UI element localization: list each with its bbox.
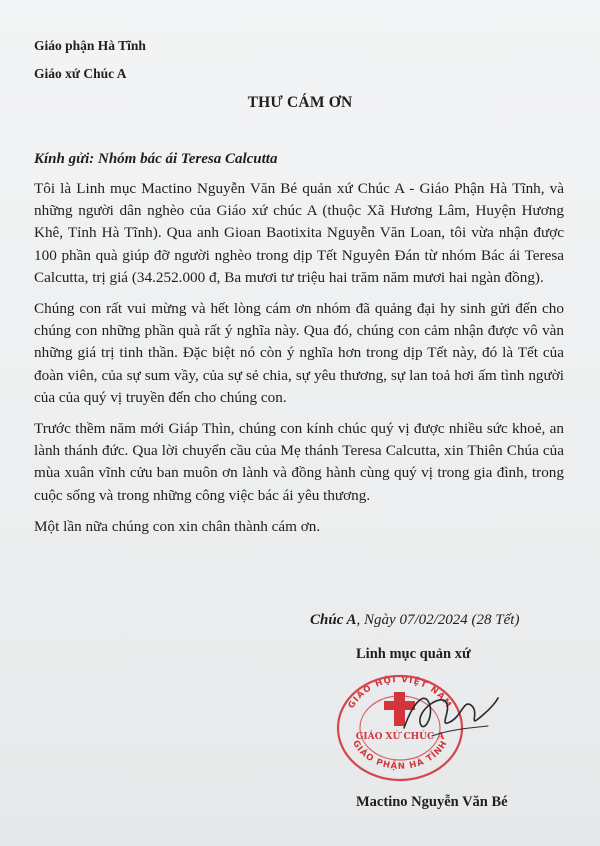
handwritten-signature xyxy=(392,676,502,756)
signer-role: Linh mục quản xứ xyxy=(356,646,471,662)
letter-title: THƯ CÁM ƠN xyxy=(247,94,353,111)
salutation: Kính gửi: Nhóm bác ái Teresa Calcutta xyxy=(34,151,278,167)
diocese-header: Giáo phận Hà Tĩnh xyxy=(34,38,146,53)
stamp-top-text: GIÁO HỘI VIỆT NAM xyxy=(346,674,454,711)
parish-header: Giáo xứ Chúc A xyxy=(34,66,127,81)
stamp-middle-text: GIÁO XỨ CHÚC A xyxy=(355,732,445,742)
stamp-bottom-text: GIÁO PHẬN HÀ TĨNH xyxy=(350,738,450,772)
paragraph-2: Chúng con rất vui mừng và hết lòng cám ơn nhóm đã quảng đại hy sinh gửi đến cho chúng con những phần quà rất ý nghĩa này. Qua đó, chúng con cảm nhận được vô vàn những giá trị tinh thần. Đặc biệt nó còn ý nghĩa hơn trong dịp Tết này, đó là Tết của đoàn viên, của sự sum vầy, của sự sẻ chia, sự yêu thương, sự lan toả hơi ấm tình người của của quý vị truyền đến cho chúng con. xyxy=(34,300,564,406)
dateline-date: , Ngày 07/02/2024 (28 Tết) xyxy=(356,612,520,628)
paragraph-1: Tôi là Linh mục Mactino Nguyễn Văn Bé quản xứ Chúc A - Giáo Phận Hà Tĩnh, và những người dân nghèo của Giáo xứ chúc A (thuộc Xã Hương Lâm, Huyện Hương Khê, Tỉnh Hà Tĩnh). Qua anh Gioan Baotixita Nguyễn Văn Loan, tôi vừa nhận được 100 phần quà giúp đỡ người nghèo trong dịp Tết Nguyên Đán từ nhóm Bác ái Teresa Calcutta, trị giá (34.252.000 đ, Ba mươi tư triệu hai trăm năm mươi hai ngàn đồng). xyxy=(34,180,564,286)
paragraph-4: Một lần nữa chúng con xin chân thành cám ơn. xyxy=(34,517,321,535)
dateline xyxy=(310,612,519,629)
letter-body xyxy=(34,178,564,547)
paragraph-3: Trước thềm năm mới Giáp Thìn, chúng con kính chúc quý vị được nhiều sức khoẻ, an lành thánh đức. Qua lời chuyển cầu của Mẹ thánh Teresa Calcutta, xin Thiên Chúa của mùa xuân vĩnh cửu ban muôn ơn lành và đồng hành cùng quý vị trong gia đình, trong cuộc sống và trong những công việc bác ái yêu thương. xyxy=(34,420,564,504)
dateline-place: Chúc A xyxy=(310,612,357,628)
signer-name: Mactino Nguyễn Văn Bé xyxy=(356,794,508,810)
